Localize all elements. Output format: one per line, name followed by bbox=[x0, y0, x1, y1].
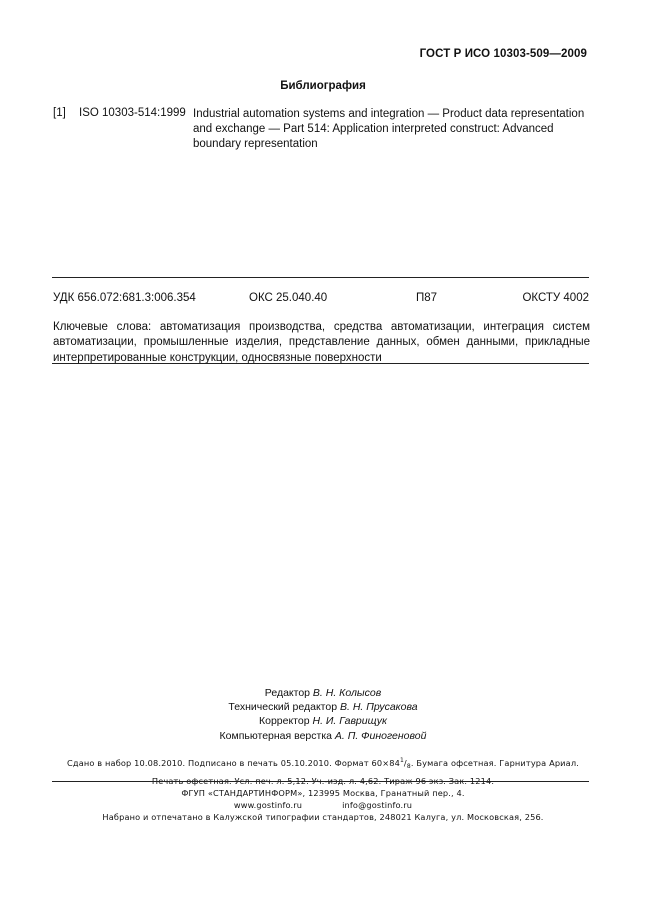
keywords: Ключевые слова: автоматизация производства, средства автоматизации, интеграция систем автоматизации, промышленные изделия, представление данных, обмен данными, прикладные интерпретированные конструкции, односвязные поверхности bbox=[53, 321, 590, 364]
document-header-id: ГОСТ Р ИСО 10303-509—2009 bbox=[419, 48, 587, 60]
credits-block bbox=[0, 686, 646, 743]
divider-top bbox=[52, 277, 589, 278]
udc-code: УДК 656.072:681.3:006.354 bbox=[53, 292, 196, 304]
reference-number: [1] bbox=[53, 107, 66, 119]
credit-corrector: Корректор Н. И. Гаврищук bbox=[259, 715, 387, 728]
reference-standard: ISO 10303-514:1999 bbox=[79, 107, 186, 119]
print-info-line1: Сдано в набор 10.08.2010. Подписано в печать 05.10.2010. Формат $60\times 84^1/_8$. Бумага офсетная. Гарнитура Ариал. bbox=[67, 757, 579, 770]
print-info-line2: Печать офсетная. Усл. печ. л. 5,12. Уч.-изд. л. 4,62. Тираж 96 экз. Зак. 1214. bbox=[151, 776, 495, 786]
publisher-contacts bbox=[0, 799, 646, 811]
credit-layout: Компьютерная верстка А. П. Финогеновой bbox=[219, 729, 427, 742]
okstu-code: ОКСТУ 4002 bbox=[522, 292, 589, 304]
reference-title: Industrial automation systems and integration — Product data representation and exchange — Part 514: Application interpreted construct: Advanced boundary representation bbox=[193, 108, 585, 150]
printing-house: Набрано и отпечатано в Калужской типографии стандартов, 248021 Калуга, ул. Московская, 256. bbox=[102, 812, 544, 823]
publisher-website: www.gostinfo.ru bbox=[233, 800, 303, 811]
bibliography-title: Библиография bbox=[280, 80, 366, 92]
oks-code: ОКС 25.040.40 bbox=[249, 292, 328, 304]
publisher-email: info@gostinfo.ru bbox=[342, 800, 413, 811]
publisher-info bbox=[0, 787, 646, 824]
divider-keywords bbox=[52, 363, 589, 364]
credit-editor: Редактор В. Н. Колысов bbox=[264, 687, 382, 699]
publisher-address: ФГУП «СТАНДАРТИНФОРМ», 123995 Москва, Гранатный пер., 4. bbox=[181, 788, 465, 798]
group-code: П87 bbox=[416, 292, 438, 304]
print-info bbox=[0, 754, 646, 788]
credit-tech-editor: Технический редактор В. Н. Прусакова bbox=[228, 701, 418, 714]
divider-publisher bbox=[52, 781, 589, 782]
